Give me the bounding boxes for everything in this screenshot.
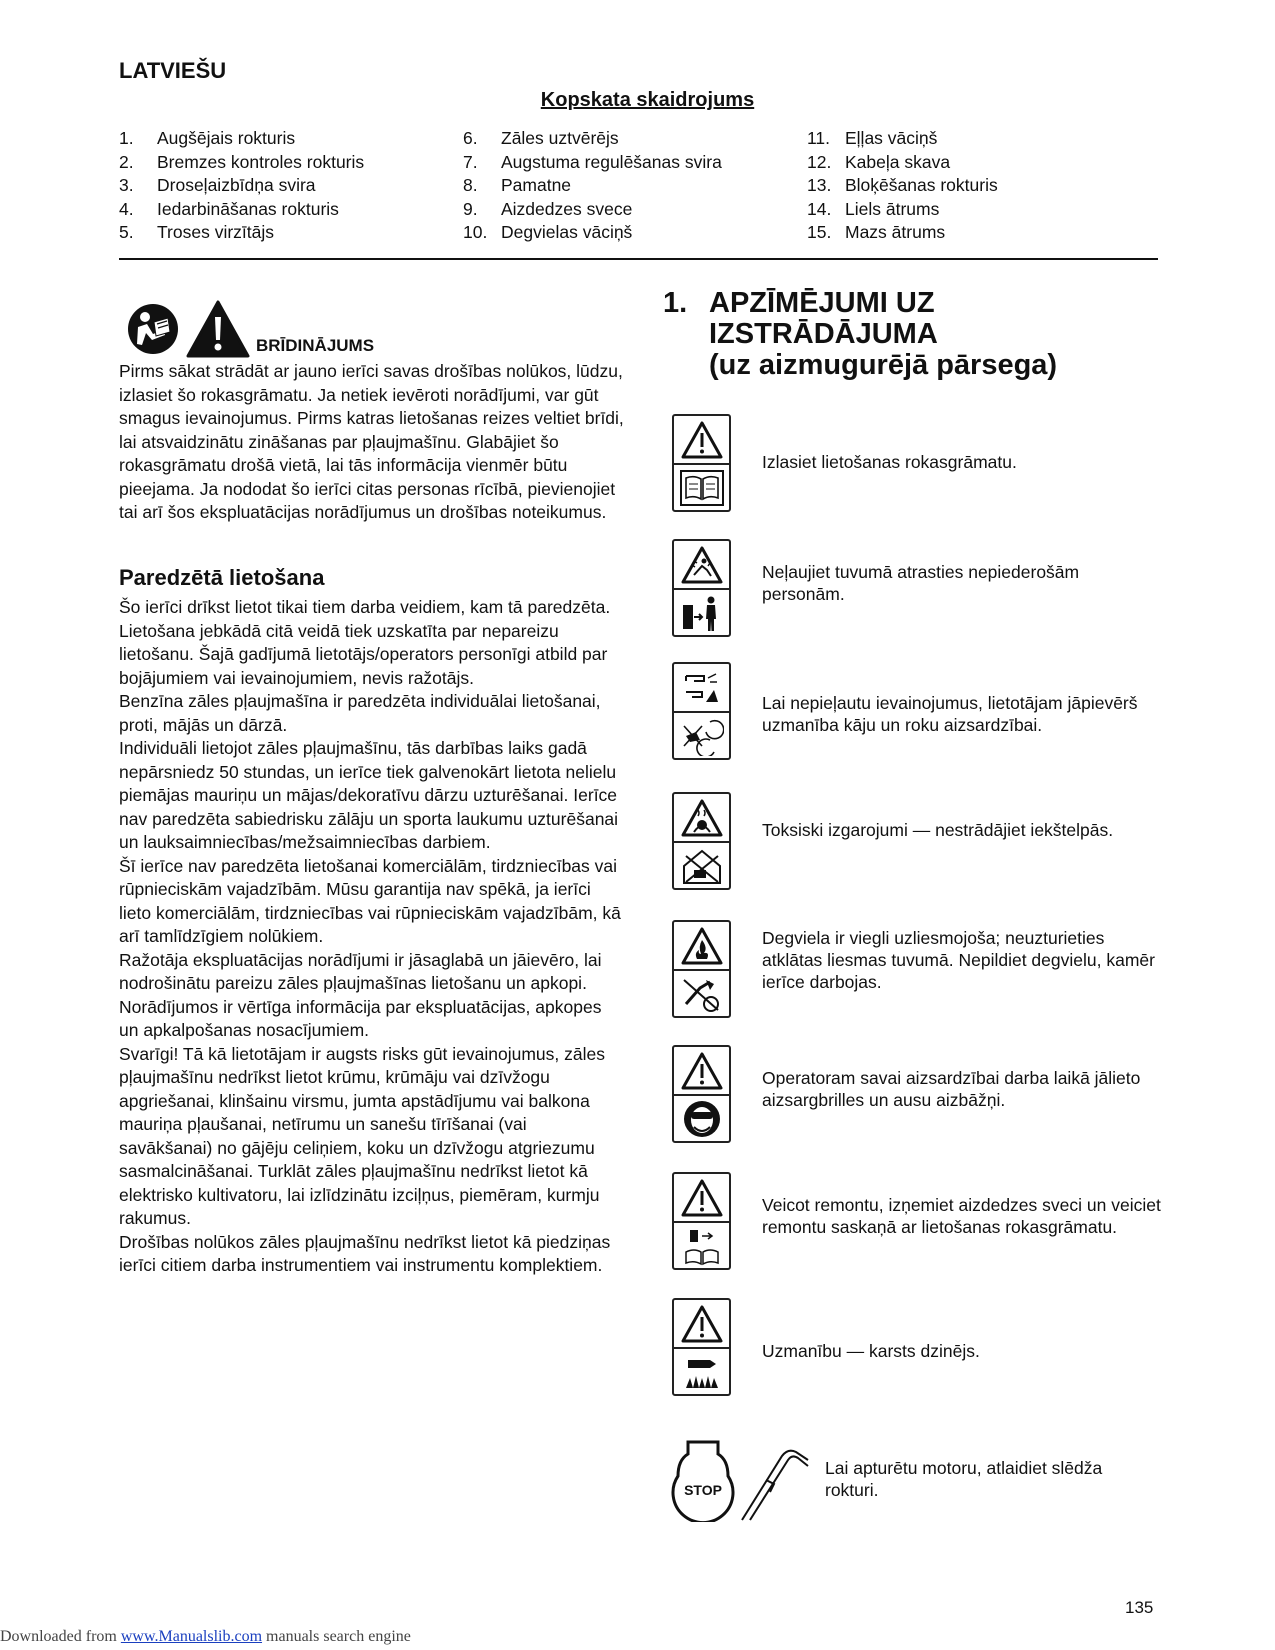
read-manual-book-icon: [680, 470, 724, 506]
warning-triangle-icon: [680, 1178, 724, 1218]
hot-engine-hand-icon: [680, 1352, 724, 1392]
symbol-label: [672, 1298, 731, 1396]
handle-release-icon: [742, 1451, 808, 1520]
legend-item: [119, 151, 364, 175]
legend-item-number: 5.: [119, 222, 134, 242]
symbol-label: [672, 920, 731, 1018]
read-manual-icon: [128, 304, 178, 354]
thrown-objects-warning-icon: [680, 545, 724, 585]
symbol-text: Toksiski izgarojumi — nestrādājiet iekštelpās.: [762, 820, 1114, 840]
hand-foot-cutting-icon: [680, 668, 724, 708]
legend-item: [463, 221, 722, 245]
legend-item-number: 15.: [807, 222, 832, 242]
section-title-line: (uz aizmugurējā pārsega): [709, 349, 1058, 381]
symbol-text: Lai nepieļautu ievainojumus, lietotājam jāpievērš uzmanība kāju un roku aizsardzībai.: [762, 693, 1138, 735]
legend-item-label: Mazs ātrums: [845, 222, 946, 242]
symbol-text: Veicot remontu, izņemiet aizdedzes sveci un veiciet remontu saskaņā ar lietošanas rokasgrāmatu.: [762, 1195, 1161, 1237]
legend-item-number: 10.: [463, 222, 488, 242]
warning-body: Pirms sākat strādāt ar jauno ierīci savas drošības nolūkos, lūdzu, izlasiet šo rokasgrāmatu. Ja netiek ievēroti norādījumi, var gūt smagus ievainojumus. Pirms katras lietošanas reizes veltiet brīdi, lai atsvaidzinātu zināšanas par pļaujmašīnu. Glabājiet šo rokasgrāmatu drošā vietā, lai tās informācija vienmēr būtu pieejama. Ja nododat šo ierīci citas personas rīcībā, pievienojiet tai arī šos ekspluatācijas norādījumus un drošības noteikumus.: [119, 361, 624, 522]
legend-item-number: 6.: [463, 128, 478, 148]
symbol-text: Neļaujiet tuvumā atrasties nepiederošām personām.: [762, 562, 1080, 604]
symbol-label: [672, 1045, 731, 1143]
legend-item: [807, 174, 998, 198]
symbol-text: Uzmanību — karsts dzinējs.: [762, 1341, 980, 1361]
legend-item-number: 4.: [119, 198, 134, 219]
legend-item-number: 14.: [807, 198, 832, 219]
legend-item-number: 2.: [119, 151, 134, 172]
no-hands-near-blade-icon: [680, 716, 724, 756]
legend-item-number: 12.: [807, 151, 832, 172]
legend-item-number: 11.: [807, 128, 831, 148]
symbol-text: Izlasiet lietošanas rokasgrāmatu.: [762, 452, 1017, 472]
legend-item: [119, 221, 364, 245]
legend-item: [119, 174, 364, 198]
no-indoor-use-icon: [680, 846, 724, 886]
legend-item: [807, 221, 998, 245]
legend-item: [463, 174, 722, 198]
section-title-line: IZSTRĀDĀJUMA: [709, 318, 938, 350]
warning-triangle-icon: [188, 302, 248, 356]
warning-triangle-icon: [680, 1304, 724, 1344]
eye-ear-protection-icon: [680, 1099, 724, 1139]
intended-use-heading: Paredzētā lietošana: [119, 565, 325, 590]
header-divider: [119, 258, 1158, 260]
legend-item: [807, 151, 998, 175]
keep-bystanders-away-icon: [680, 593, 724, 633]
legend-column-1: [119, 127, 364, 245]
symbol-label: [672, 414, 731, 512]
section-number: 1.: [663, 287, 688, 319]
legend-item-label: Iedarbināšanas rokturis: [157, 198, 339, 219]
legend-title: [0, 89, 1275, 112]
symbol-label: [672, 1172, 731, 1270]
footer-suffix: manuals search engine: [262, 1628, 411, 1645]
paragraph: Benzīna zāles pļaujmašīna ir paredzēta individuālai lietošanai, proti, mājās un dārzā.: [119, 691, 601, 735]
symbol-label: [672, 792, 731, 890]
warning-label: BRĪDINĀJUMS: [256, 336, 375, 355]
stop-symbol: [670, 1440, 815, 1527]
language-heading: LATVIEŠU: [119, 58, 227, 83]
stop-sign-label: STOP: [684, 1482, 722, 1498]
legend-item: [463, 127, 722, 151]
legend-item-number: 1.: [119, 128, 134, 148]
legend-item-label: Bloķēšanas rokturis: [845, 175, 998, 195]
legend-item-label: Droseļaizbīdņa svira: [157, 175, 316, 195]
section-title-line: APZĪMĒJUMI UZ: [709, 287, 935, 319]
warning-triangle-icon: [680, 1051, 724, 1091]
legend-item-number: 9.: [463, 198, 478, 219]
warning-icons: [128, 300, 250, 363]
symbol-text: Operatoram savai aizsardzībai darba laikā jālieto aizsargbrilles un ausu aizbāžņi.: [762, 1068, 1141, 1110]
legend-item-label: Augstuma regulēšanas svira: [501, 151, 722, 172]
legend-item-number: 8.: [463, 175, 478, 195]
legend-item-label: Augšējais rokturis: [157, 128, 296, 148]
legend-item-label: Troses virzītājs: [157, 222, 275, 242]
remove-spark-plug-manual-icon: [680, 1226, 724, 1266]
legend-item-label: Bremzes kontroles rokturis: [157, 151, 365, 172]
legend-item-label: Kabeļa skava: [845, 151, 951, 172]
footer-prefix: Downloaded from: [0, 1628, 121, 1645]
legend-item-label: Degvielas vāciņš: [501, 222, 633, 242]
intended-use-body: [119, 596, 624, 1278]
legend-item-number: 3.: [119, 175, 134, 195]
symbol-label: [672, 539, 731, 637]
symbol-text: Degviela ir viegli uzliesmojoša; neuzturieties atklātas liesmas tuvumā. Nepildiet degvielu, kamēr ierīce darbojas.: [762, 928, 1155, 992]
legend-item-label: Liels ātrums: [845, 198, 940, 219]
legend-column-3: [807, 127, 998, 245]
page-number: 135: [1125, 1598, 1154, 1617]
download-footer: [0, 1628, 411, 1646]
legend-item-label: Zāles uztvērējs: [501, 128, 619, 148]
legend-item-label: Eļļas vāciņš: [845, 128, 938, 148]
legend-item-number: 13.: [807, 175, 832, 195]
legend-item-number: 7.: [463, 151, 478, 172]
paragraph: Svarīgi! Tā kā lietotājam ir augsts risks gūt ievainojumus, zāles pļaujmašīnu nedrīkst lietot krūmu, krūmāju vai dzīvžogu apgriešanai, klinšainu virsmu, jumta apstādījumu vai balkona mauriņa pļaušanai, netīrumu un sanešu tīrīšanai (vai savākšanai) no gājēju celiņiem, koku un dzīvžogu atgriezumu sasmalcināšanai. Turklāt zāles pļaujmašīnu nedrīkst lietot kā elektrisko kultivatoru, lai izlīdzinātu izciļņus, piemēram, kurmju rakumus.: [119, 1043, 605, 1228]
legend-item: [463, 151, 722, 175]
legend-item: [807, 198, 998, 222]
warning-triangle-icon: [680, 420, 724, 460]
paragraph: Individuāli lietojot zāles pļaujmašīnu, tās darbības laiks gadā nepārsniedz 50 stundas, un ierīce tiek galvenokārt lietota nelielu piemājas mauriņu un mājas/dekoratīvu dārzu uzturēšanai. Ierīce nav paredzēta sabiedrisku zālāju un sporta laukumu uzturēšanai un lauksaimniecības/mežsaimniecības darbiem.: [119, 738, 619, 852]
symbol-label: [672, 662, 731, 760]
legend-item: [119, 198, 364, 222]
paragraph: Ražotāja ekspluatācijas norādījumi ir jāsaglabā un jāievēro, lai nodrošinātu pareizu zāles pļaujmašīnas lietošanu un apkopi. Norādījumos ir vērtīga informācija par ekspluatācijas, apkopes un apkalpošanas nosacījumiem.: [119, 949, 602, 1040]
no-refuel-running-icon: [680, 974, 724, 1014]
paragraph: Šo ierīci drīkst lietot tikai tiem darba veidiem, kam tā paredzēta. Lietošana jebkādā citā veidā tiek uzskatīta par nepareizu lietošanu. Šajā gadījumā lietotājs/operators personīgi atbild par bojājumiem vai ievainojumiem, nevis ražotājs.: [119, 597, 611, 688]
legend-column-2: [463, 127, 722, 245]
legend-title-text: Kopskata skaidrojums: [540, 89, 755, 111]
toxic-fumes-warning-icon: [680, 798, 724, 838]
legend-item: [119, 127, 364, 151]
section-heading: [663, 288, 1057, 381]
flammable-warning-icon: [680, 926, 724, 966]
stop-sign-icon: [673, 1442, 733, 1522]
manualslib-link[interactable]: www.Manualslib.com: [120, 1628, 263, 1645]
legend-item: [807, 127, 998, 151]
paragraph: Drošības nolūkos zāles pļaujmašīnu nedrīkst lietot kā piedziņas ierīci citiem darba instrumentiem vai instrumentu komplektiem.: [119, 1231, 611, 1275]
legend-item-label: Aizdedzes svece: [501, 198, 633, 219]
legend-item: [463, 198, 722, 222]
paragraph: Šī ierīce nav paredzēta lietošanai komerciālām, tirdzniecības vai rūpnieciskām vajadzībām. Mūsu garantija nav spēkā, ja ierīci lieto komerciālām, tirdzniecības vai rūpnieciskām vajadzībām, kā arī tamlīdzīgiem nolūkiem.: [119, 855, 621, 946]
stop-text: Lai apturētu motoru, atlaidiet slēdža rokturi.: [825, 1458, 1103, 1500]
legend-item-label: Pamatne: [501, 175, 572, 195]
